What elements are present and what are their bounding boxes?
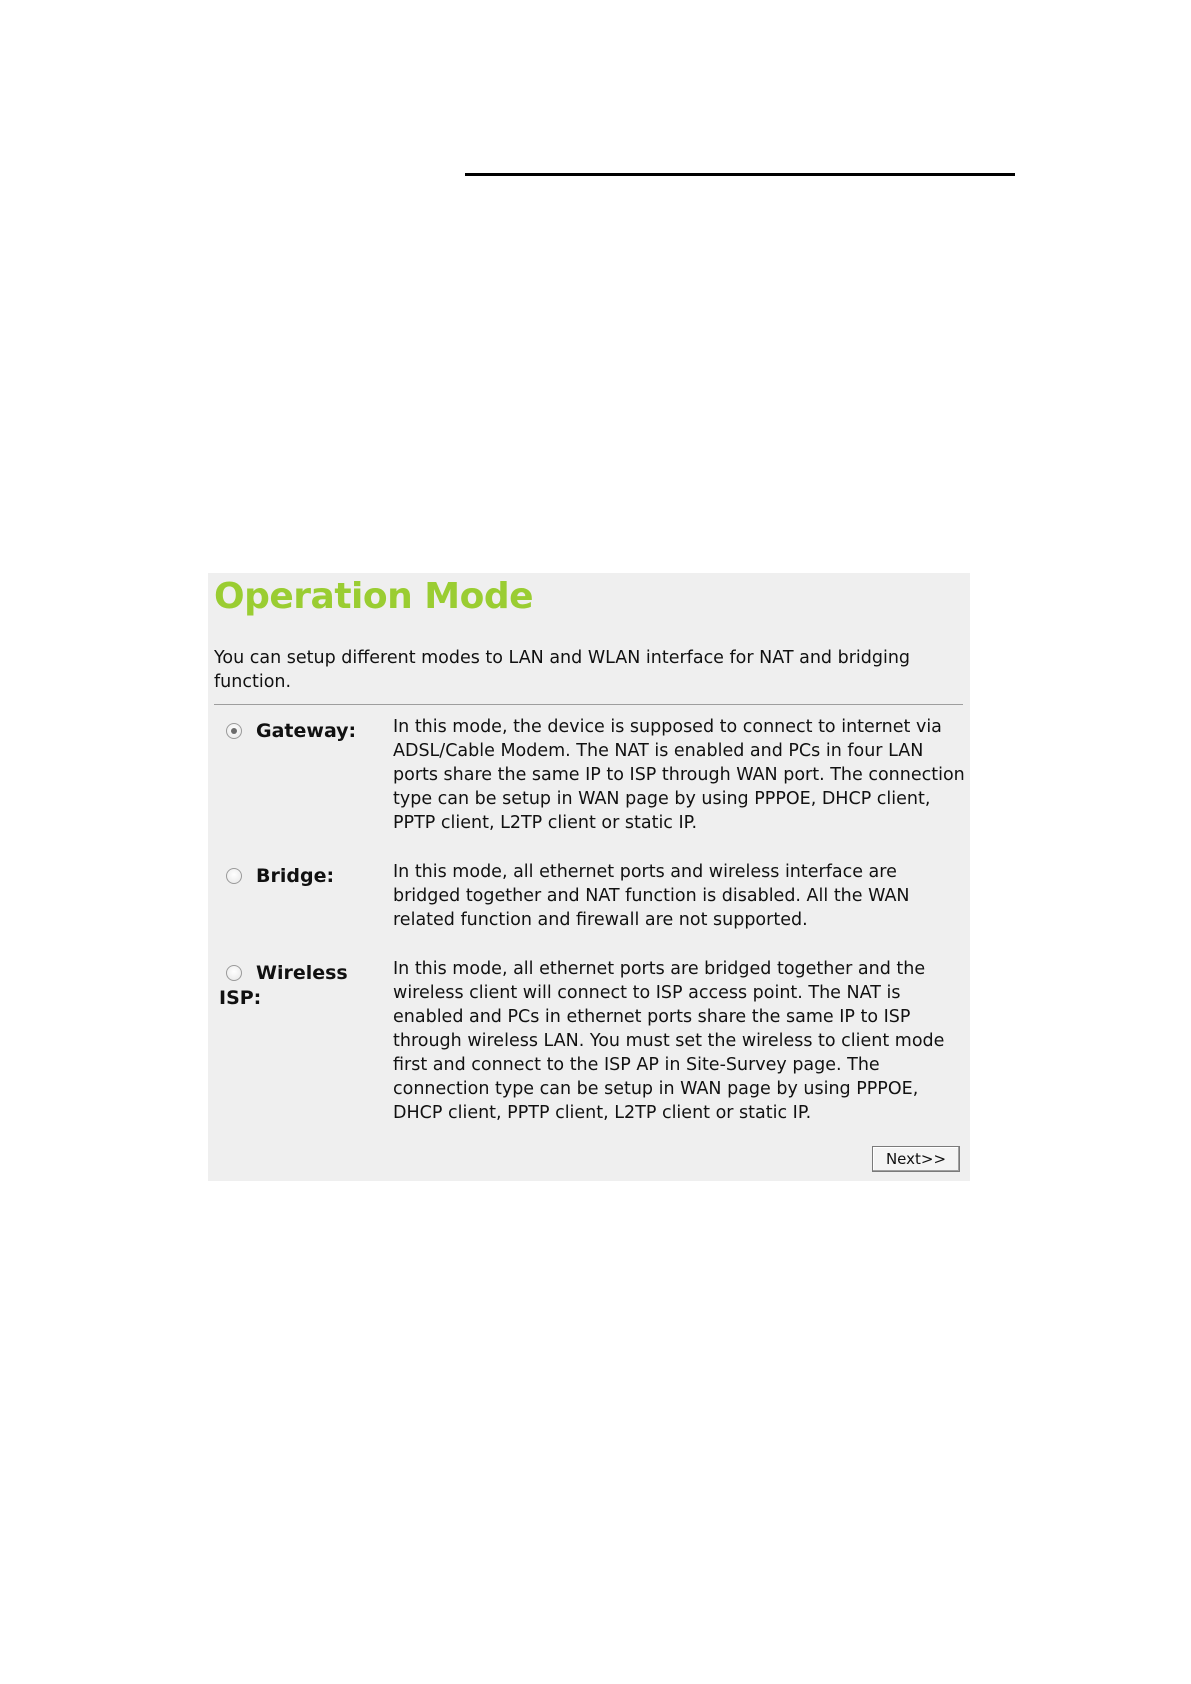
wireless-isp-label: Wireless ISP:	[219, 962, 348, 1009]
operation-mode-panel	[208, 573, 970, 1181]
section-divider	[214, 704, 963, 705]
gateway-label: Gateway:	[256, 720, 357, 742]
bridge-label: Bridge:	[256, 865, 335, 887]
bridge-description: In this mode, all ethernet ports and wireless interface are bridged together and NAT function is disabled. All the WAN related function and firewall are not supported.	[393, 862, 910, 930]
page-intro: You can setup different modes to LAN and WLAN interface for NAT and bridging function.	[214, 648, 911, 692]
next-button[interactable]: Next>>	[872, 1146, 960, 1172]
gateway-description: In this mode, the device is supposed to connect to internet via ADSL/Cable Modem. The NAT is enabled and PCs in four LAN ports share the same IP to ISP through WAN port. The connection type can be setup in WAN page by using PPPOE, DHCP client, PPTP client, L2TP client or static IP.	[393, 717, 965, 833]
wireless-isp-description: In this mode, all ethernet ports are bridged together and the wireless client will connect to ISP access point. The NAT is enabled and PCs in ethernet ports share the same IP to ISP through wireless LAN. You must set the wireless to client mode first and connect to the ISP AP in Site-Survey page. The connection type can be setup in WAN page by using PPPOE, DHCP client, PPTP client, L2TP client or static IP.	[393, 959, 945, 1123]
page-title: Operation Mode	[214, 576, 534, 617]
page-header-rule	[465, 173, 1015, 176]
